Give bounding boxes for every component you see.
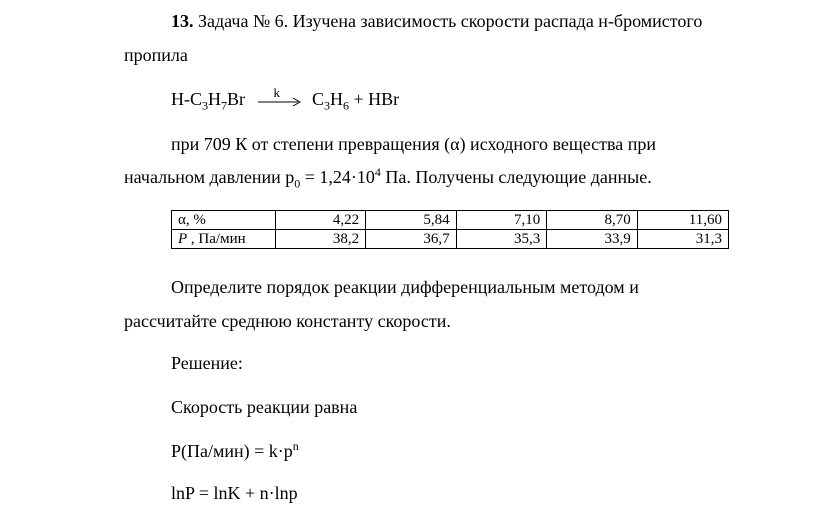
- table-cell: 36,7: [366, 230, 457, 249]
- table-cell: 31,3: [637, 230, 728, 249]
- solution-heading: Решение:: [171, 353, 243, 373]
- product-1-mid: H: [330, 89, 344, 109]
- reaction-equation: [171, 84, 400, 113]
- data-table: [171, 210, 729, 249]
- solution-rate-text: Скорость реакции равна: [171, 397, 358, 417]
- table-cell: 8,70: [547, 211, 638, 230]
- product-1-sub-2: 6: [343, 98, 350, 113]
- conditions-line-2: [124, 165, 652, 191]
- table-cell: 38,2: [275, 230, 366, 249]
- conditions-sup: 4: [374, 165, 381, 179]
- product-1-sub-1: 3: [324, 98, 331, 113]
- conditions-line-1: при 709 К от степени превращения (α) исходного вещества при: [171, 134, 657, 154]
- solution-equation-2: lnP = lnK + n·lnp: [171, 483, 298, 503]
- reactant-prefix: H-C: [171, 89, 202, 109]
- table-header-alpha: α, %: [172, 211, 276, 230]
- table-row-rate: [172, 230, 729, 249]
- conditions-mid: = 1,24·10: [300, 167, 375, 187]
- table-cell: 5,84: [366, 211, 457, 230]
- rate-unit: , Па/мин: [187, 230, 246, 247]
- product-rest: + HBr: [349, 89, 400, 109]
- rate-symbol: P: [178, 230, 188, 247]
- table-header-rate: [172, 230, 276, 249]
- conditions-suffix: Па. Получены следующие данные.: [380, 167, 652, 187]
- table-cell: 7,10: [456, 211, 547, 230]
- table-cell: 33,9: [547, 230, 638, 249]
- table-row-alpha: [172, 211, 729, 230]
- equation-1-exponent: n: [292, 439, 299, 453]
- task-line-2: рассчитайте среднюю константу скорости.: [124, 311, 451, 331]
- solution-equation-1: [171, 440, 299, 462]
- problem-number: 13.: [171, 11, 194, 31]
- problem-title-line-2: пропила: [124, 45, 188, 65]
- rate-constant-label: k: [273, 84, 280, 100]
- product-1-prefix: C: [312, 89, 325, 109]
- reactant-suffix: Br: [227, 89, 245, 109]
- reactant-sub-1: 3: [202, 98, 208, 113]
- reactant-mid: H: [208, 89, 221, 109]
- reaction-arrow-icon: [258, 84, 302, 108]
- equation-1-text: P(Па/мин) = k·p: [171, 441, 293, 461]
- problem-title-line-1: [171, 10, 702, 32]
- problem-title-text: Задача № 6. Изучена зависимость скорости распада н-бромистого: [198, 11, 703, 31]
- table-cell: 11,60: [637, 211, 728, 230]
- table-cell: 4,22: [275, 211, 366, 230]
- table-cell: 35,3: [456, 230, 547, 249]
- conditions-sub: 0: [294, 176, 301, 191]
- task-line-1: Определите порядок реакции дифференциальным методом и: [171, 277, 639, 297]
- conditions-prefix: начальном давлении p: [124, 167, 295, 187]
- reactant-sub-2: 7: [221, 98, 227, 113]
